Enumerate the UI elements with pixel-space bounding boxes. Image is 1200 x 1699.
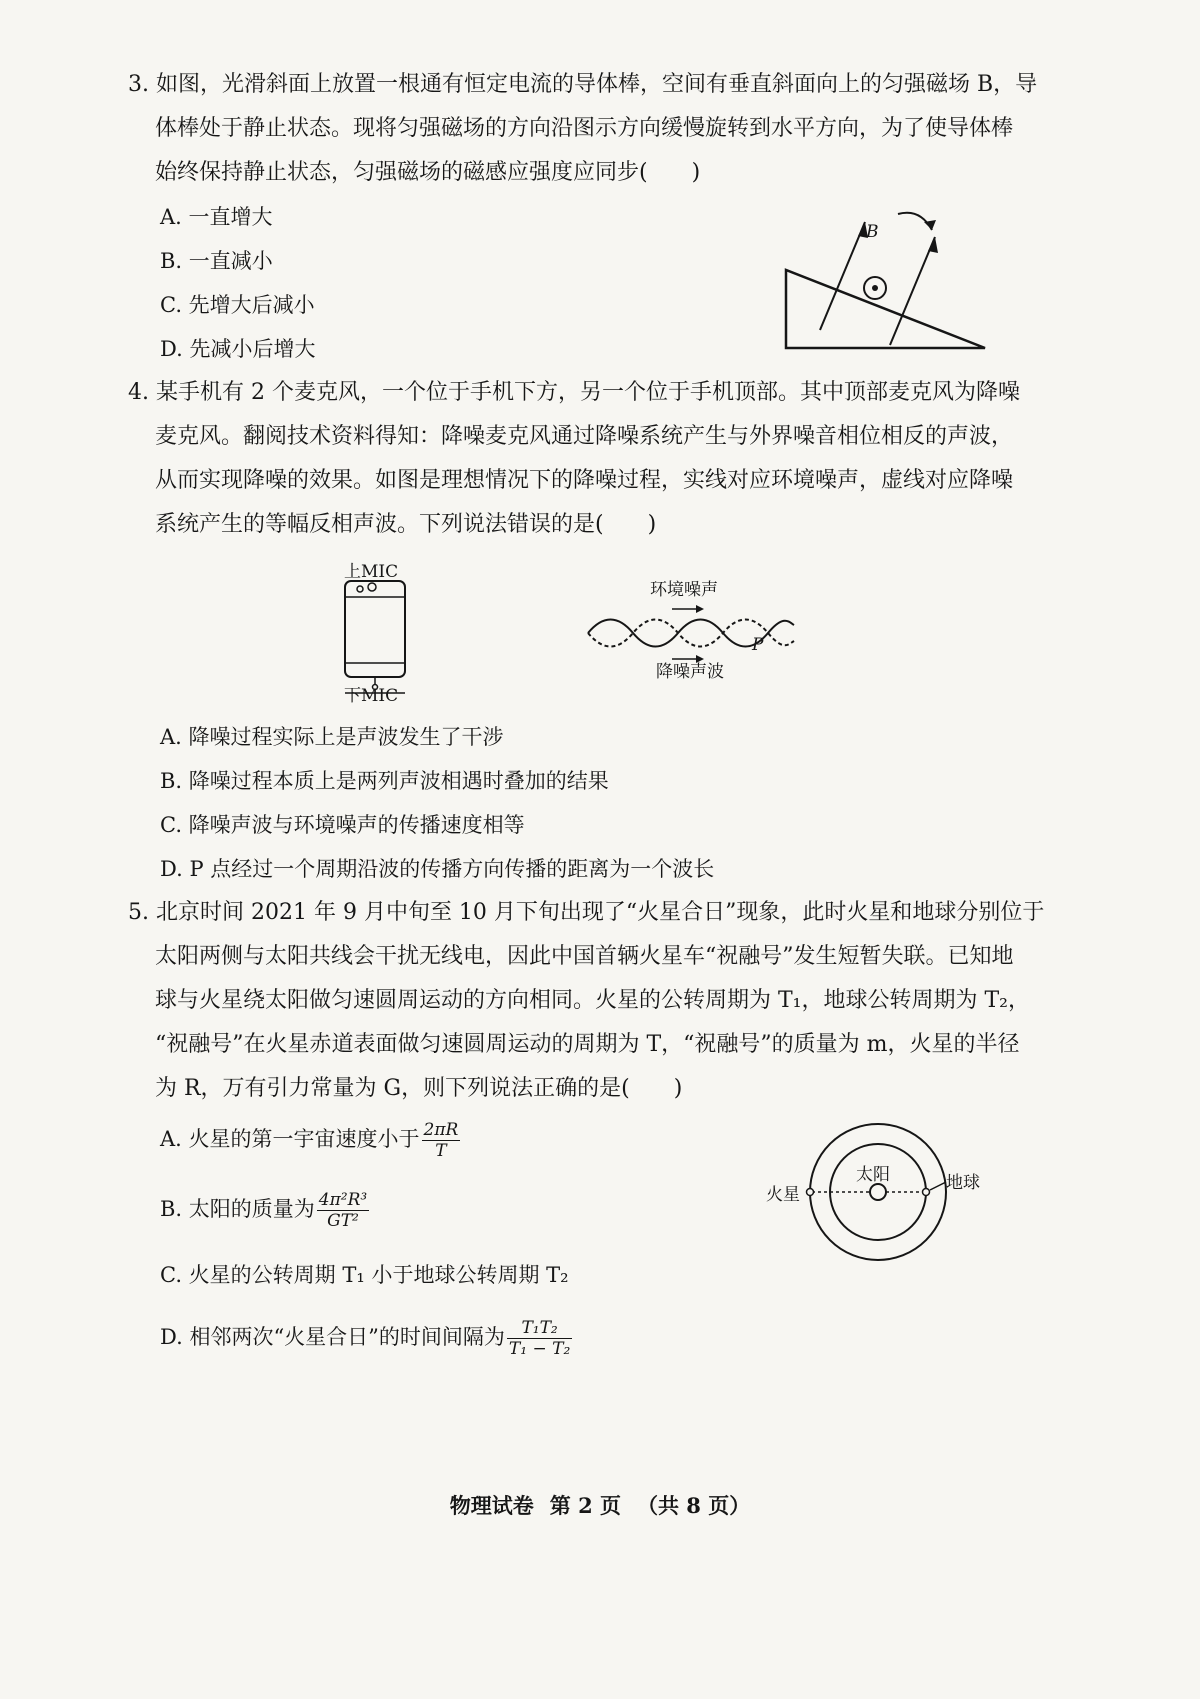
q5-option-d <box>160 1318 572 1359</box>
q5-option-b-numerator: 4π²R³ <box>318 1190 368 1210</box>
earth-label: 地球 <box>946 1173 980 1193</box>
q3-option-b: B. 一直减小 <box>160 249 273 273</box>
footer-subject: 物理试卷 <box>449 1493 534 1518</box>
q5-option-b-text: B. 太阳的质量为 <box>160 1197 315 1221</box>
q5-option-a-text: A. 火星的第一宇宙速度小于 <box>160 1127 420 1151</box>
q5-line-2: 太阳两侧与太阳共线会干扰无线电，因此中国首辆火星车“祝融号”发生短暂失联。已知地 <box>155 944 1014 969</box>
q5-line-1: 5. 北京时间 2021 年 9 月中旬至 10 月下旬出现了“火星合日”现象，此时火星和地球分别位于 <box>128 900 1045 925</box>
sun-label: 太阳 <box>856 1165 890 1185</box>
q5-option-a-numerator: 2πR <box>423 1120 459 1140</box>
point-p-label: P <box>752 635 764 655</box>
page-footer <box>0 1490 1200 1520</box>
bottom-mic-label: 下MIC <box>344 686 399 706</box>
q5-option-a <box>160 1120 460 1161</box>
q4-line-4: 系统产生的等幅反相声波。下列说法错误的是( ) <box>155 512 657 537</box>
q3-line-2: 体棒处于静止状态。现将匀强磁场的方向沿图示方向缓慢旋转到水平方向，为了使导体棒 <box>155 116 1014 141</box>
q5-option-b-denominator: GT² <box>327 1211 359 1231</box>
q5-line-4: “祝融号”在火星赤道表面做匀速圆周运动的周期为 T，“祝融号”的质量为 m，火星的半径 <box>155 1032 1020 1057</box>
q5-line-5: 为 R，万有引力常量为 G，则下列说法正确的是( ) <box>155 1076 683 1101</box>
q5-option-d-numerator: T₁T₂ <box>507 1318 572 1339</box>
q5-line-3: 球与火星绕太阳做匀速圆周运动的方向相同。火星的公转周期为 T₁，地球公转周期为 T₂， <box>155 988 1030 1013</box>
q5-option-d-denominator: T₁ − T₂ <box>508 1339 571 1359</box>
q3-option-c: C. 先增大后减小 <box>160 293 315 317</box>
q4-line-3: 从而实现降噪的效果。如图是理想情况下的降噪过程，实线对应环境噪声，虚线对应降噪 <box>155 468 1014 493</box>
q4-line-1: 4. 某手机有 2 个麦克风，一个位于手机下方，另一个位于手机顶部。其中顶部麦克风为降噪 <box>128 380 1020 405</box>
q3-line-3: 始终保持静止状态，匀强磁场的磁感应强度应同步( ) <box>155 160 701 185</box>
top-mic-label: 上MIC <box>344 562 399 582</box>
q4-option-c: C. 降噪声波与环境噪声的传播速度相等 <box>160 813 525 837</box>
cancel-wave-label: 降噪声波 <box>656 662 724 682</box>
q5-option-d-fraction <box>507 1318 572 1359</box>
mars-label: 火星 <box>766 1185 800 1205</box>
ambient-noise-label: 环境噪声 <box>650 580 718 600</box>
q3-option-a: A. 一直增大 <box>160 205 273 229</box>
q5-orbit-figure <box>760 1120 1000 1270</box>
q3-field-label: B <box>866 222 879 242</box>
footer-total: （共 8 页） <box>637 1493 751 1518</box>
q3-option-d: D. 先减小后增大 <box>160 337 316 361</box>
q5-option-c: C. 火星的公转周期 T₁ 小于地球公转周期 T₂ <box>160 1263 569 1287</box>
q5-option-b <box>160 1190 369 1231</box>
q5-option-a-denominator: T <box>435 1141 447 1161</box>
q5-option-d-text: D. 相邻两次“火星合日”的时间间隔为 <box>160 1325 505 1349</box>
q4-line-2: 麦克风。翻阅技术资料得知：降噪麦克风通过降噪系统产生与外界噪音相位相反的声波， <box>155 424 1014 449</box>
q3-incline-figure <box>780 200 1000 360</box>
q4-option-b: B. 降噪过程本质上是两列声波相遇时叠加的结果 <box>160 769 609 793</box>
footer-page: 第 2 页 <box>549 1493 621 1518</box>
q5-option-a-fraction <box>422 1120 461 1161</box>
q3-line-1: 3. 如图，光滑斜面上放置一根通有恒定电流的导体棒，空间有垂直斜面向上的匀强磁场 B，导 <box>128 72 1038 97</box>
q4-option-a: A. 降噪过程实际上是声波发生了干涉 <box>160 725 504 749</box>
q5-option-b-fraction <box>317 1190 369 1231</box>
q4-option-d: D. P 点经过一个周期沿波的传播方向传播的距离为一个波长 <box>160 857 715 881</box>
